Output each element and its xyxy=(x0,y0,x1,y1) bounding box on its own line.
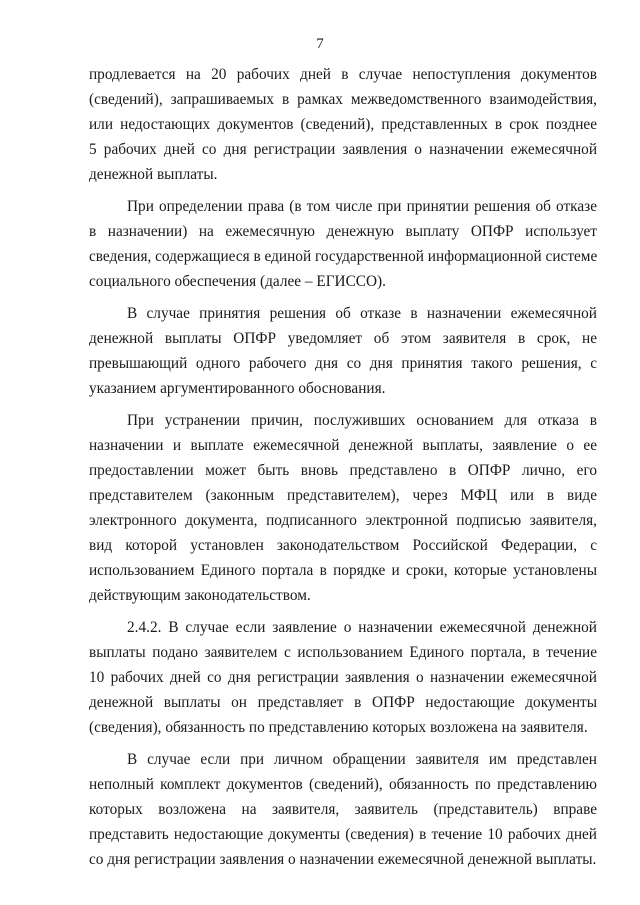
text-line: представить недостающие документы (сведения) в течение 10 рабочих дней xyxy=(89,826,597,843)
text-line: денежной выплаты он представляет в ОПФР недостающие документы xyxy=(89,694,597,711)
paragraph-egisso xyxy=(89,194,597,294)
text-line: денежной выплаты ОПФР уведомляет об этом заявителя в срок, не xyxy=(89,330,597,347)
text-line: или недостающих документов (сведений), представленных в срок позднее xyxy=(89,116,597,133)
text-line: действующим законодательством. xyxy=(89,587,311,604)
text-line: (сведения), обязанность по представлению которых возложена на заявителя. xyxy=(89,719,588,736)
text-line: При устранении причин, послуживших основанием для отказа в xyxy=(127,412,597,429)
text-line: указанием аргументированного обоснования. xyxy=(89,380,386,397)
text-line: электронного документа, подписанного электронной подписью заявителя, xyxy=(89,512,597,529)
paragraph-personal-visit xyxy=(89,747,597,872)
text-line: в назначении) на ежемесячную денежную выплату ОПФР использует xyxy=(89,223,597,240)
text-line: При определении права (в том числе при принятии решения об отказе xyxy=(127,198,597,215)
text-line: продлевается на 20 рабочих дней в случае непоступления документов xyxy=(89,66,597,83)
document-body xyxy=(89,62,597,872)
text-line: сведения, содержащиеся в единой государственной информационной системе xyxy=(89,248,598,265)
text-line: назначении и выплате ежемесячной денежной выплаты, заявление о ее xyxy=(89,437,597,454)
text-line: В случае если при личном обращении заявителя им представлен xyxy=(127,751,597,768)
text-line: использованием Единого портала в порядке и сроки, которые установлены xyxy=(89,562,597,579)
text-line: денежной выплаты. xyxy=(89,166,218,183)
paragraph-resubmission xyxy=(89,408,597,608)
text-line: 5 рабочих дней со дня регистрации заявления о назначении ежемесячной xyxy=(89,141,597,158)
paragraph-2-4-2 xyxy=(89,615,597,740)
text-line: представителем (законным представителем), через МФЦ или в виде xyxy=(89,487,597,504)
text-line: 10 рабочих дней со дня регистрации заявления о назначении ежемесячной xyxy=(89,669,597,686)
text-line: предоставлении может быть вновь представлено в ОПФР лично, его xyxy=(89,462,597,479)
page-number: 7 xyxy=(316,36,324,52)
text-line: превышающий одного рабочего дня со дня принятия такого решения, с xyxy=(89,355,597,372)
text-line: со дня регистрации заявления о назначении ежемесячной денежной выплаты. xyxy=(89,851,597,868)
text-line: социального обеспечения (далее – ЕГИССО). xyxy=(89,273,386,290)
paragraph-continuation xyxy=(89,62,597,187)
paragraph-refusal-notice xyxy=(89,301,597,401)
text-line: В случае принятия решения об отказе в назначении ежемесячной xyxy=(127,305,597,322)
text-line: 2.4.2. В случае если заявление о назначении ежемесячной денежной xyxy=(127,619,597,636)
text-line: вид которой установлен законодательством Российской Федерации, с xyxy=(89,537,597,554)
text-line: (сведений), запрашиваемых в рамках межведомственного взаимодействия, xyxy=(89,91,597,108)
text-line: которых возложена на заявителя, заявитель (представитель) вправе xyxy=(89,801,597,818)
text-line: неполный комплект документов (сведений), обязанность по представлению xyxy=(89,776,597,793)
text-line: выплаты подано заявителем с использованием Единого портала, в течение xyxy=(89,644,597,661)
